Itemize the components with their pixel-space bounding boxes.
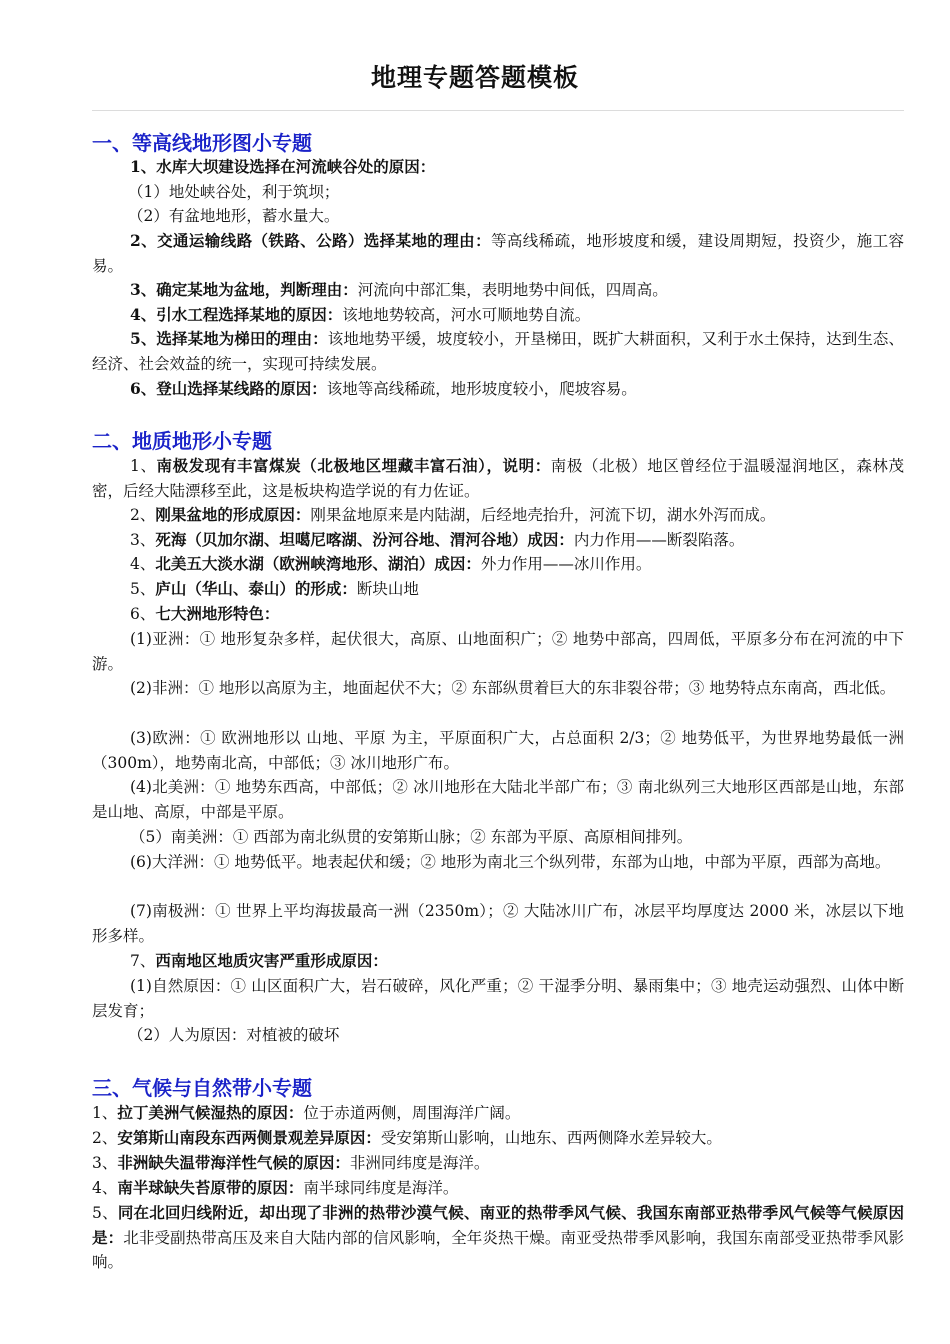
s1-item-1-b: （2）有盆地地形，蓄水量大。 [128, 207, 340, 225]
s3-item-2-number: 2、 [92, 1129, 118, 1147]
s1-item-1-a: （1）地处峡谷处，利于筑坝； [128, 183, 340, 201]
s2-item-7-human: （2）人为原因：对植被的破坏 [128, 1026, 340, 1044]
continent-antarctica: (7)南极洲：① 世界上平均海拔最高一洲（2350m）；② 大陆冰川广布，冰层平均厚度达 2000 米，冰层以下地形多样。 [92, 902, 904, 945]
s2-item-2-text: 刚果盆地原来是内陆湖，后经地壳抬升，河流下切，湖水外泻而成。 [310, 506, 776, 524]
continent-africa: (2)非洲：① 地形以高原为主，地面起伏不大；② 东部纵贯着巨大的东非裂谷带；③ 地势特点东南高，西北低。 [130, 679, 896, 697]
s2-item-5-number: 5、 [130, 580, 156, 598]
s2-item-6 [92, 602, 904, 627]
s2-item-7-label: 西南地区地质灾害严重形成原因： [155, 951, 388, 970]
s3-item-2 [92, 1126, 904, 1151]
s1-item-3-label: 3、确定某地为盆地，判断理由： [130, 280, 358, 299]
s3-item-4-text: 南半球同纬度是海洋。 [303, 1179, 459, 1197]
s1-item-3 [92, 278, 904, 303]
s3-item-5-number: 5、 [92, 1204, 118, 1222]
s1-item-4-label: 4、引水工程选择某地的原因： [130, 305, 343, 324]
s3-item-4 [92, 1176, 904, 1201]
s2-item-6-label: 七大洲地形特色： [155, 604, 280, 623]
title-divider [92, 110, 904, 111]
s3-item-5 [92, 1201, 904, 1275]
continent-north-america: (4)北美洲：① 地势东西高，中部低；② 冰川地形在大陆北半部广布；③ 南北纵列三大地形区西部是山地，东部是山地、高原，中部是平原。 [92, 778, 904, 821]
s3-item-4-number: 4、 [92, 1179, 118, 1197]
continent-oceania: (6)大洋洲：① 地势低平。地表起伏和缓；② 地形为南北三个纵列带，东部为山地，中部为平原，西部为高地。 [130, 853, 891, 871]
continent-europe: (3)欧洲：① 欧洲地形以 山地、平原 为主，平原面积广大，占总面积 2/3；② 地势低平，为世界地势最低一洲（300m），地势南北高，中部低；③ 冰川地形广布。 [92, 729, 904, 772]
s2-item-5-text: 断块山地 [356, 580, 419, 598]
s1-item-2 [92, 229, 904, 278]
s2-item-1-number: 1、 [130, 457, 157, 475]
s1-item-2-text: 等高线稀疏，地形坡度和缓，建设周期短，投资少，施工容易。 [92, 232, 904, 275]
s2-item-3-text: 内力作用——断裂陷落。 [573, 531, 745, 549]
s3-item-5-label: 同在北回归线附近，却出现了非洲的热带沙漠气候、南亚的热带季风气候、我国东南部亚热带季风气候等气候原因是： [92, 1203, 904, 1247]
s1-item-2-label: 2、交通运输线路（铁路、公路）选择某地的理由： [130, 231, 491, 250]
s2-item-5-label: 庐山（华山、泰山）的形成： [155, 579, 357, 598]
continent-asia: (1)亚洲：① 地形复杂多样，起伏很大，高原、山地面积广；② 地势中部高，四周低，平原多分布在河流的中下游。 [92, 630, 904, 673]
s3-item-1-label: 拉丁美洲气候湿热的原因： [117, 1103, 304, 1122]
document-title: 地理专题答题模板 [370, 63, 579, 92]
section-2-heading: 二、地质地形小专题 [92, 429, 272, 453]
s3-item-3 [92, 1151, 904, 1176]
s2-item-2-label: 刚果盆地的形成原因： [155, 505, 311, 524]
s2-item-4 [92, 552, 904, 577]
s2-item-3-label: 死海（贝加尔湖、坦噶尼喀湖、汾河谷地、渭河谷地）成因： [155, 530, 574, 549]
s2-item-3 [92, 528, 904, 553]
s3-item-3-text: 非洲同纬度是海洋。 [349, 1154, 490, 1172]
s3-item-2-label: 安第斯山南段东西两侧景观差异原因： [117, 1128, 381, 1147]
s2-item-7-number: 7、 [130, 952, 156, 970]
s1-item-3-text: 河流向中部汇集，表明地势中间低，四周高。 [357, 281, 668, 299]
s2-item-3-number: 3、 [130, 531, 156, 549]
s3-item-5-text: 北非受副热带高压及来自大陆内部的信风影响，全年炎热干燥。南亚受热带季风影响，我国东南部受亚热带季风影响。 [92, 1228, 904, 1272]
s1-item-5-text: 该地地势平缓，坡度较小，开垦梯田，既扩大耕面积，又利于水土保持，达到生态、经济、社会效益的统一，实现可持续发展。 [92, 330, 904, 373]
s1-item-4-text: 该地地势较高，河水可顺地势自流。 [342, 306, 591, 324]
s3-item-4-label: 南半球缺失苔原带的原因： [117, 1178, 304, 1197]
s2-item-4-number: 4、 [130, 555, 156, 573]
s3-item-3-label: 非洲缺失温带海洋性气候的原因： [117, 1153, 350, 1172]
s1-item-1 [92, 155, 904, 180]
s2-item-7 [92, 949, 904, 974]
s2-item-1-label: 南极发现有丰富煤炭（北极地区埋藏丰富石油），说明： [156, 456, 551, 475]
s1-item-1-label: 1、水库大坝建设选择在河流峡谷处的原因： [130, 157, 436, 176]
s3-item-2-text: 受安第斯山影响，山地东、西两侧降水差异较大。 [380, 1129, 722, 1147]
s3-item-1-text: 位于赤道两侧，周围海洋广阔。 [303, 1104, 521, 1122]
s1-item-4 [92, 303, 904, 328]
s1-item-6 [92, 377, 904, 402]
s3-item-1 [92, 1101, 904, 1126]
s2-item-4-text: 外力作用——冰川作用。 [480, 555, 652, 573]
s1-item-6-text: 该地等高线稀疏，地形坡度较小，爬坡容易。 [326, 380, 637, 398]
s2-item-4-label: 北美五大淡水湖（欧洲峡湾地形、湖泊）成因： [155, 554, 481, 573]
s3-item-1-number: 1、 [92, 1104, 118, 1122]
section-3-heading: 三、气候与自然带小专题 [92, 1076, 312, 1100]
s1-item-5-label: 5、选择某地为梯田的理由： [130, 329, 328, 348]
s1-item-6-label: 6、登山选择某线路的原因： [130, 379, 327, 398]
continent-south-america: （5）南美洲：① 西部为南北纵贯的安第斯山脉；② 东部为平原、高原相间排列。 [130, 828, 693, 846]
s3-item-3-number: 3、 [92, 1154, 118, 1172]
s2-item-6-number: 6、 [130, 605, 156, 623]
s2-item-5 [92, 577, 904, 602]
s2-item-1 [92, 454, 904, 503]
section-1-heading: 一、等高线地形图小专题 [92, 131, 312, 155]
s1-item-5 [92, 327, 904, 376]
s2-item-1-text: 南极（北极）地区曾经位于温暖湿润地区，森林茂密，后经大陆漂移至此，这是板块构造学说的有力佐证。 [92, 457, 904, 500]
s2-item-2-number: 2、 [130, 506, 156, 524]
s2-item-2 [92, 503, 904, 528]
s2-item-7-natural: (1)自然原因：① 山区面积广大，岩石破碎，风化严重；② 干湿季分明、暴雨集中；③ 地壳运动强烈、山体中断层发育； [92, 977, 904, 1020]
